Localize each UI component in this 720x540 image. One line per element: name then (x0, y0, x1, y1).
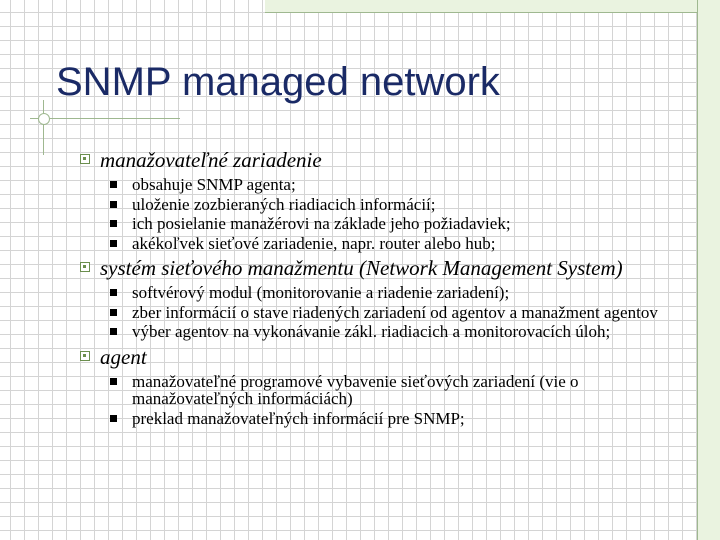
list-item (132, 235, 680, 253)
bullet-list (132, 176, 680, 252)
square-filled-bullet-icon (110, 201, 117, 208)
square-filled-bullet-icon (110, 415, 117, 422)
list-item (132, 176, 680, 194)
square-filled-bullet-icon (110, 328, 117, 335)
list-item-text: manažovateľné programové vybavenie sieťových zariadení (vie o manažovateľných informáciách) (132, 371, 579, 408)
square-outline-bullet-icon (80, 262, 90, 272)
list-item (132, 196, 680, 214)
list-item-text: uloženie zozbieraných riadiacich informácií; (132, 194, 436, 214)
list-item (132, 323, 680, 341)
list-item (132, 373, 680, 408)
square-outline-bullet-icon (80, 154, 90, 164)
list-item-text: akékoľvek sieťové zariadenie, napr. router alebo hub; (132, 233, 496, 253)
list-item-text: zber informácií o stave riadených zariadení od agentov a manažment agentov (132, 302, 658, 322)
slide-title: SNMP managed network (56, 60, 500, 104)
list-item-text: softvérový modul (monitorovanie a riadenie zariadení); (132, 283, 510, 302)
list-item (132, 410, 680, 428)
list-item-text: obsahuje SNMP agenta; (132, 175, 296, 194)
section-heading (80, 258, 680, 278)
title-vertical-line (43, 100, 44, 155)
slide-content (80, 150, 680, 433)
square-filled-bullet-icon (110, 309, 117, 316)
square-filled-bullet-icon (110, 181, 117, 188)
section-heading-text: agent (100, 344, 147, 369)
section-heading-text: manažovateľné zariadenie (100, 148, 322, 172)
bullet-list (132, 373, 680, 428)
square-filled-bullet-icon (110, 220, 117, 227)
square-outline-bullet-icon (80, 351, 90, 361)
section-heading (80, 150, 680, 170)
section-heading-text: systém sieťového manažmentu (Network Management System) (100, 256, 623, 280)
list-item (132, 215, 680, 233)
list-item (132, 304, 680, 322)
decorative-top-band (265, 0, 720, 13)
list-item (132, 284, 680, 302)
square-filled-bullet-icon (110, 240, 117, 247)
title-underline (30, 118, 180, 119)
list-item-text: ich posielanie manažérovi na základe jeho požiadaviek; (132, 214, 511, 233)
section-heading (80, 344, 680, 369)
title-circle-ornament (38, 113, 50, 125)
decorative-right-bar (697, 0, 720, 540)
list-item-text: výber agentov na vykonávanie zákl. riadiacich a monitorovacích úloh; (132, 322, 611, 341)
square-filled-bullet-icon (110, 378, 117, 385)
square-filled-bullet-icon (110, 289, 117, 296)
list-item-text: preklad manažovateľných informácií pre SNMP; (132, 408, 465, 428)
bullet-list (132, 284, 680, 341)
